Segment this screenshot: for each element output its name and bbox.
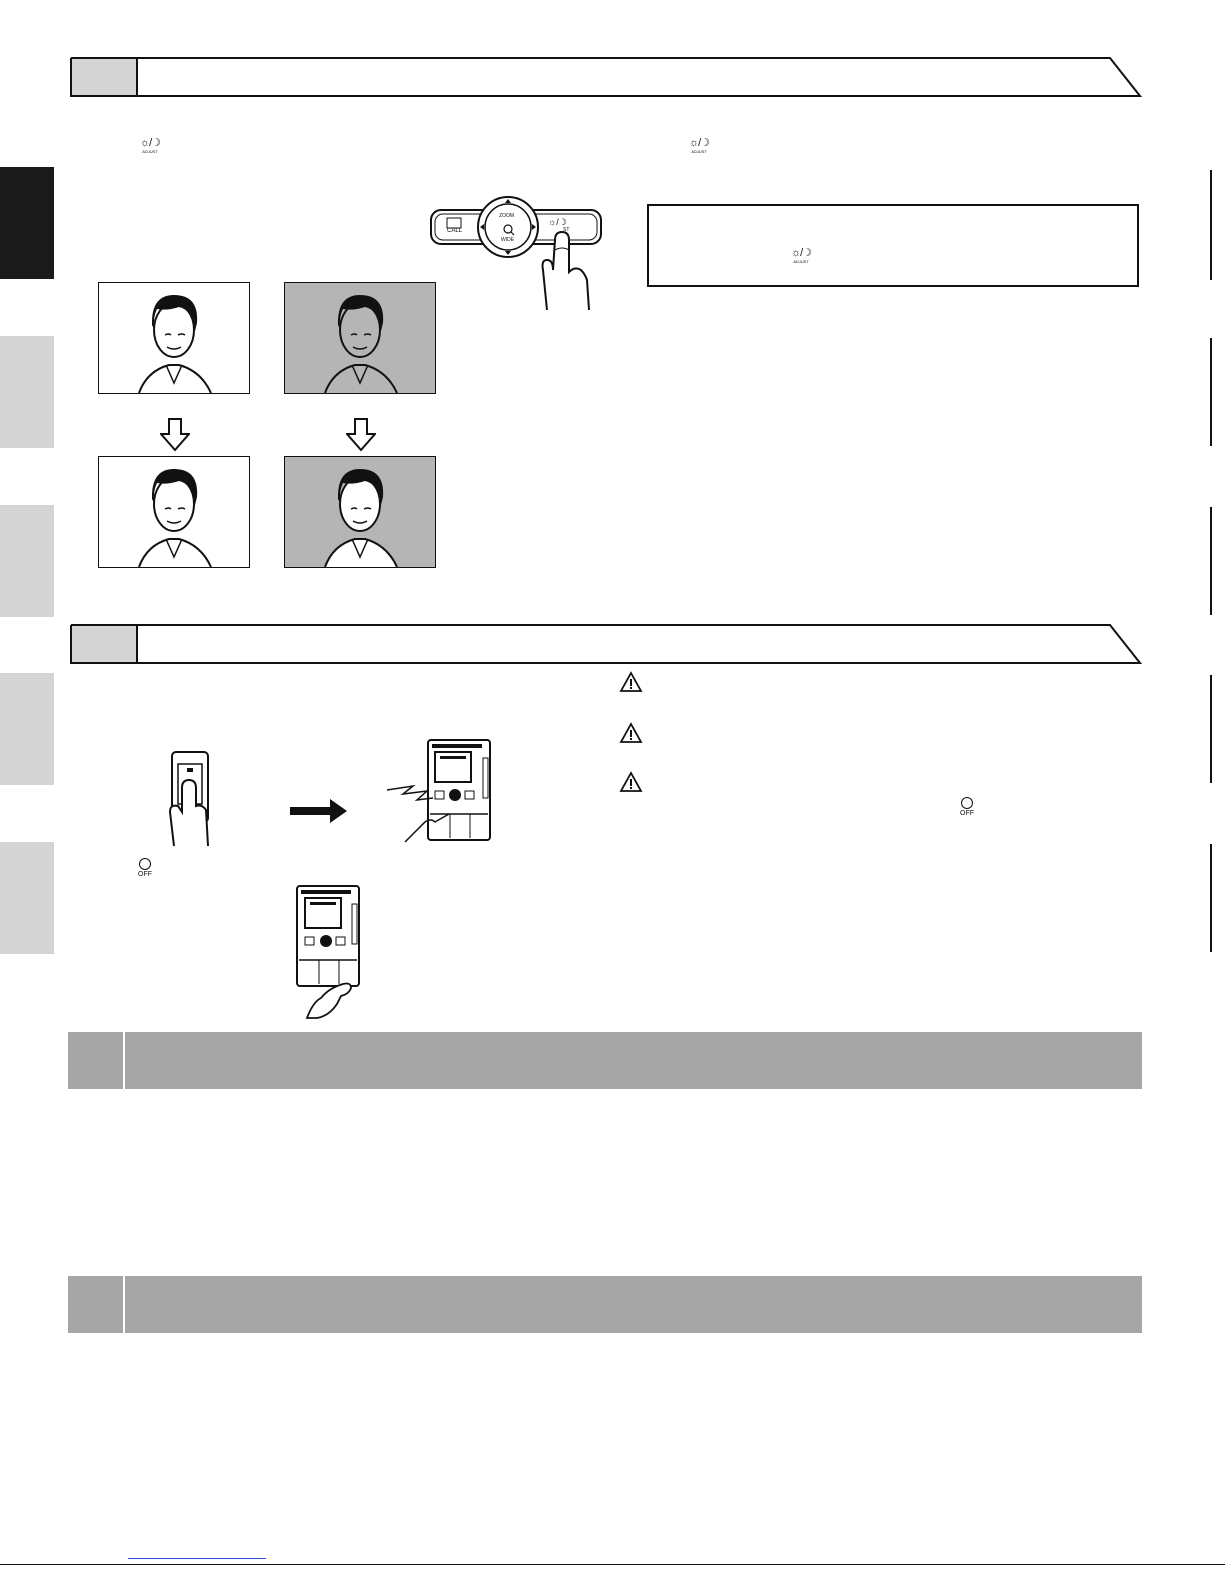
right-edge-mark xyxy=(1210,170,1212,280)
down-arrow-icon xyxy=(160,418,190,452)
person-image-bright-after xyxy=(98,456,250,568)
off-icon: OFF xyxy=(956,797,978,819)
wide-label: WIDE xyxy=(501,237,515,243)
adjust-icon: ☼/☽ ADJUST xyxy=(791,247,811,264)
footer-rule xyxy=(0,1564,1225,1565)
footer-link-underline[interactable] xyxy=(128,1558,266,1559)
adjust-icon: ☼/☽ ADJUST xyxy=(140,137,160,154)
person-image-dark-after xyxy=(284,456,436,568)
right-edge-mark xyxy=(1210,507,1212,615)
section-header-1 xyxy=(70,57,1140,97)
call-label: CALL xyxy=(447,228,463,234)
side-tab-active[interactable] xyxy=(0,167,54,279)
zoom-label: ZOOM xyxy=(499,213,514,219)
warning-icon xyxy=(619,771,643,793)
right-arrow-icon xyxy=(290,798,348,824)
side-tab-2[interactable] xyxy=(0,336,54,448)
doorbell-press-illustration xyxy=(160,750,220,850)
adjust-button-label: ST xyxy=(563,227,570,233)
down-arrow-icon xyxy=(346,418,376,452)
section-band-1 xyxy=(68,1032,1142,1089)
warning-icon xyxy=(619,671,643,693)
adjust-button-icon: ☼/☽ xyxy=(548,217,567,227)
control-panel-illustration xyxy=(425,190,610,315)
adjust-icon: ☼/☽ ADJUST xyxy=(689,137,709,154)
monitor-press-illustration xyxy=(293,884,383,1022)
side-tab-5[interactable] xyxy=(0,842,54,954)
person-image-dark-before xyxy=(284,282,436,394)
right-edge-mark xyxy=(1210,338,1212,446)
monitor-ringing-illustration xyxy=(385,738,495,846)
section-header-2 xyxy=(70,624,1140,664)
note-box xyxy=(647,204,1139,287)
warning-icon xyxy=(619,722,643,744)
off-icon: OFF xyxy=(134,858,156,880)
side-tab-3[interactable] xyxy=(0,505,54,617)
side-tab-4[interactable] xyxy=(0,673,54,785)
section-band-2 xyxy=(68,1276,1142,1333)
right-edge-mark xyxy=(1210,675,1212,783)
right-edge-mark xyxy=(1210,844,1212,952)
person-image-bright-before xyxy=(98,282,250,394)
